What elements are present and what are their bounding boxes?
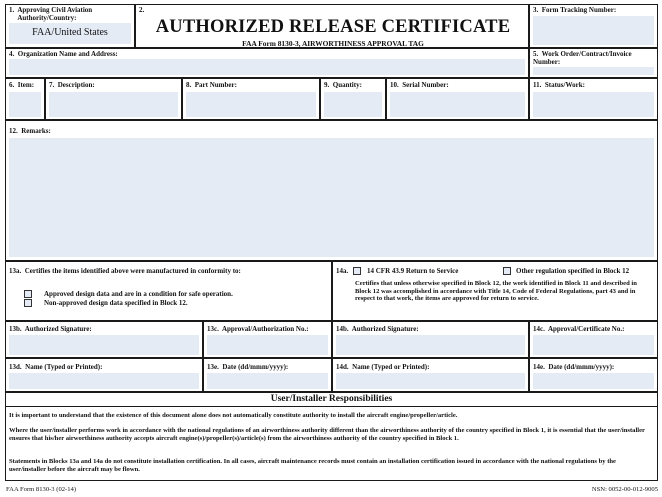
block-13e-label: 13e. Date (dd/mmm/yyyy): (207, 363, 289, 371)
block-12-remarks (5, 120, 658, 261)
block-13b-signature (5, 321, 203, 358)
block-9-label: 9. Quantity: (324, 81, 362, 89)
block-1-approving-authority (5, 4, 135, 48)
block-13a-non-approved-checkbox[interactable] (24, 299, 32, 307)
block-14d-label: 14d. Name (Typed or Printed): (336, 363, 430, 371)
block-8-field[interactable] (186, 92, 316, 117)
block-11-status-work (529, 78, 658, 120)
block-14a-label: 14a. (336, 267, 349, 275)
block-13a-approved-checkbox[interactable] (24, 290, 32, 298)
block-9-quantity (320, 78, 386, 120)
block-9-field[interactable] (324, 92, 382, 117)
block-6-item (5, 78, 45, 120)
block-14c-certificate (529, 321, 658, 358)
block-14d-field[interactable] (336, 373, 525, 389)
block-11-label: 11. Status/Work: (533, 81, 585, 89)
block-13b-label: 13b. Authorized Signature: (9, 325, 92, 333)
block-10-serial-number (386, 78, 529, 120)
responsibilities-paragraph-2: Where the user/installer performs work in accordance with the national regulations of an airworthiness authority different than the airworthiness authority of the country specified in Block 1, it is essential that the user/installer ensures that his/her airworthiness authority accepts aircraft engine(s)/propeller(s)/article(s) from the airworthiness authority of the country specified in Block 1. (9, 427, 645, 442)
block-7-description (45, 78, 182, 120)
nsn-number: NSN: 0052-00-012-9005 (591, 486, 658, 493)
block-14a-other-checkbox[interactable] (503, 267, 511, 275)
block-6-field[interactable] (9, 92, 41, 117)
block-5-label: 5. Work Order/Contract/Invoice Number: (533, 50, 632, 66)
block-6-label: 6. Item: (9, 81, 35, 89)
block-13b-field[interactable] (9, 335, 199, 355)
block-7-field[interactable] (49, 92, 178, 117)
block-8-part-number (182, 78, 320, 120)
block-13d-label: 13d. Name (Typed or Printed): (9, 363, 103, 371)
block-3-field[interactable] (533, 16, 654, 45)
block-14e-date (529, 358, 658, 392)
block-14c-field[interactable] (533, 335, 654, 355)
block-13c-label: 13c. Approval/Authorization No.: (207, 325, 309, 333)
block-8-label: 8. Part Number: (186, 81, 237, 89)
block-13d-name (5, 358, 203, 392)
block-2-label: 2. (139, 6, 145, 14)
block-2-title-block (135, 4, 529, 48)
form-title: AUTHORIZED RELEASE CERTIFICATE (155, 17, 511, 37)
block-14e-label: 14e. Date (dd/mmm/yyyy): (533, 363, 615, 371)
block-13c-field[interactable] (207, 335, 328, 355)
block-14a-return-to-service (332, 261, 658, 321)
block-14c-label: 14c. Approval/Certificate No.: (533, 325, 625, 333)
block-3-form-tracking (529, 4, 658, 48)
block-13a-non-approved-label: Non-approved design data specified in Block 12. (44, 299, 188, 307)
block-13e-field[interactable] (207, 373, 328, 389)
responsibilities-paragraph-1: It is important to understand that the existence of this document alone does not automatically constitute authority to install the aircraft engine/propeller/article. (9, 412, 458, 419)
block-14b-label: 14b. Authorized Signature: (336, 325, 419, 333)
block-13a-approved-label: Approved design data and are in a condition for safe operation. (44, 290, 233, 298)
block-4-label: 4. Organization Name and Address: (9, 50, 118, 58)
block-14a-cfr-checkbox[interactable] (353, 267, 361, 275)
block-14e-field[interactable] (533, 373, 654, 389)
block-14a-other-label: Other regulation specified in Block 12 (516, 267, 630, 275)
form-identifier: FAA Form 8130-3 (02-14) (6, 486, 77, 493)
user-installer-responsibilities (5, 392, 658, 481)
block-1-label: 1. Approving Civil Aviation Authority/Country: (9, 6, 93, 22)
block-1-value: FAA/United States (32, 27, 108, 38)
block-7-label: 7. Description: (49, 81, 95, 89)
block-10-field[interactable] (390, 92, 525, 117)
block-14a-certification-text: Certifies that unless otherwise specified in Block 12, the work identified in Block 11 and described in Block 12 was accomplished in accordance with Title 14, Code of Federal Regulations, part 43 and in respect to that work, the items are approved for return to service. (355, 280, 637, 303)
block-11-field[interactable] (533, 92, 654, 117)
block-4-field[interactable] (9, 59, 525, 75)
block-13d-field[interactable] (9, 373, 199, 389)
block-13e-date (203, 358, 332, 392)
block-14a-cfr-label: 14 CFR 43.9 Return to Service (367, 267, 459, 275)
responsibilities-paragraph-3: Statements in Blocks 13a and 14a do not constitute installation certification. In all cases, aircraft maintenance records must contain an installation certification issued in accordance with the national regulations by the user/installer before the aircraft may be flown. (9, 458, 616, 473)
block-13a-label: 13a. Certifies the items identified above were manufactured in conformity to: (9, 267, 241, 275)
block-14b-signature (332, 321, 529, 358)
responsibilities-heading: User/Installer Responsibilities (6, 394, 657, 407)
form-subtitle: FAA Form 8130-3, AIRWORTHINESS APPROVAL TAG (242, 39, 424, 48)
block-4-organization (5, 48, 529, 78)
block-10-label: 10. Serial Number: (390, 81, 449, 89)
block-3-label: 3. Form Tracking Number: (533, 6, 617, 14)
block-5-field[interactable] (533, 67, 654, 75)
block-13a-conformity (5, 261, 332, 321)
block-13c-approval (203, 321, 332, 358)
block-14b-field[interactable] (336, 335, 525, 355)
block-14d-name (332, 358, 529, 392)
block-12-field[interactable] (9, 138, 654, 257)
block-12-label: 12. Remarks: (9, 127, 51, 135)
block-5-work-order (529, 48, 658, 78)
